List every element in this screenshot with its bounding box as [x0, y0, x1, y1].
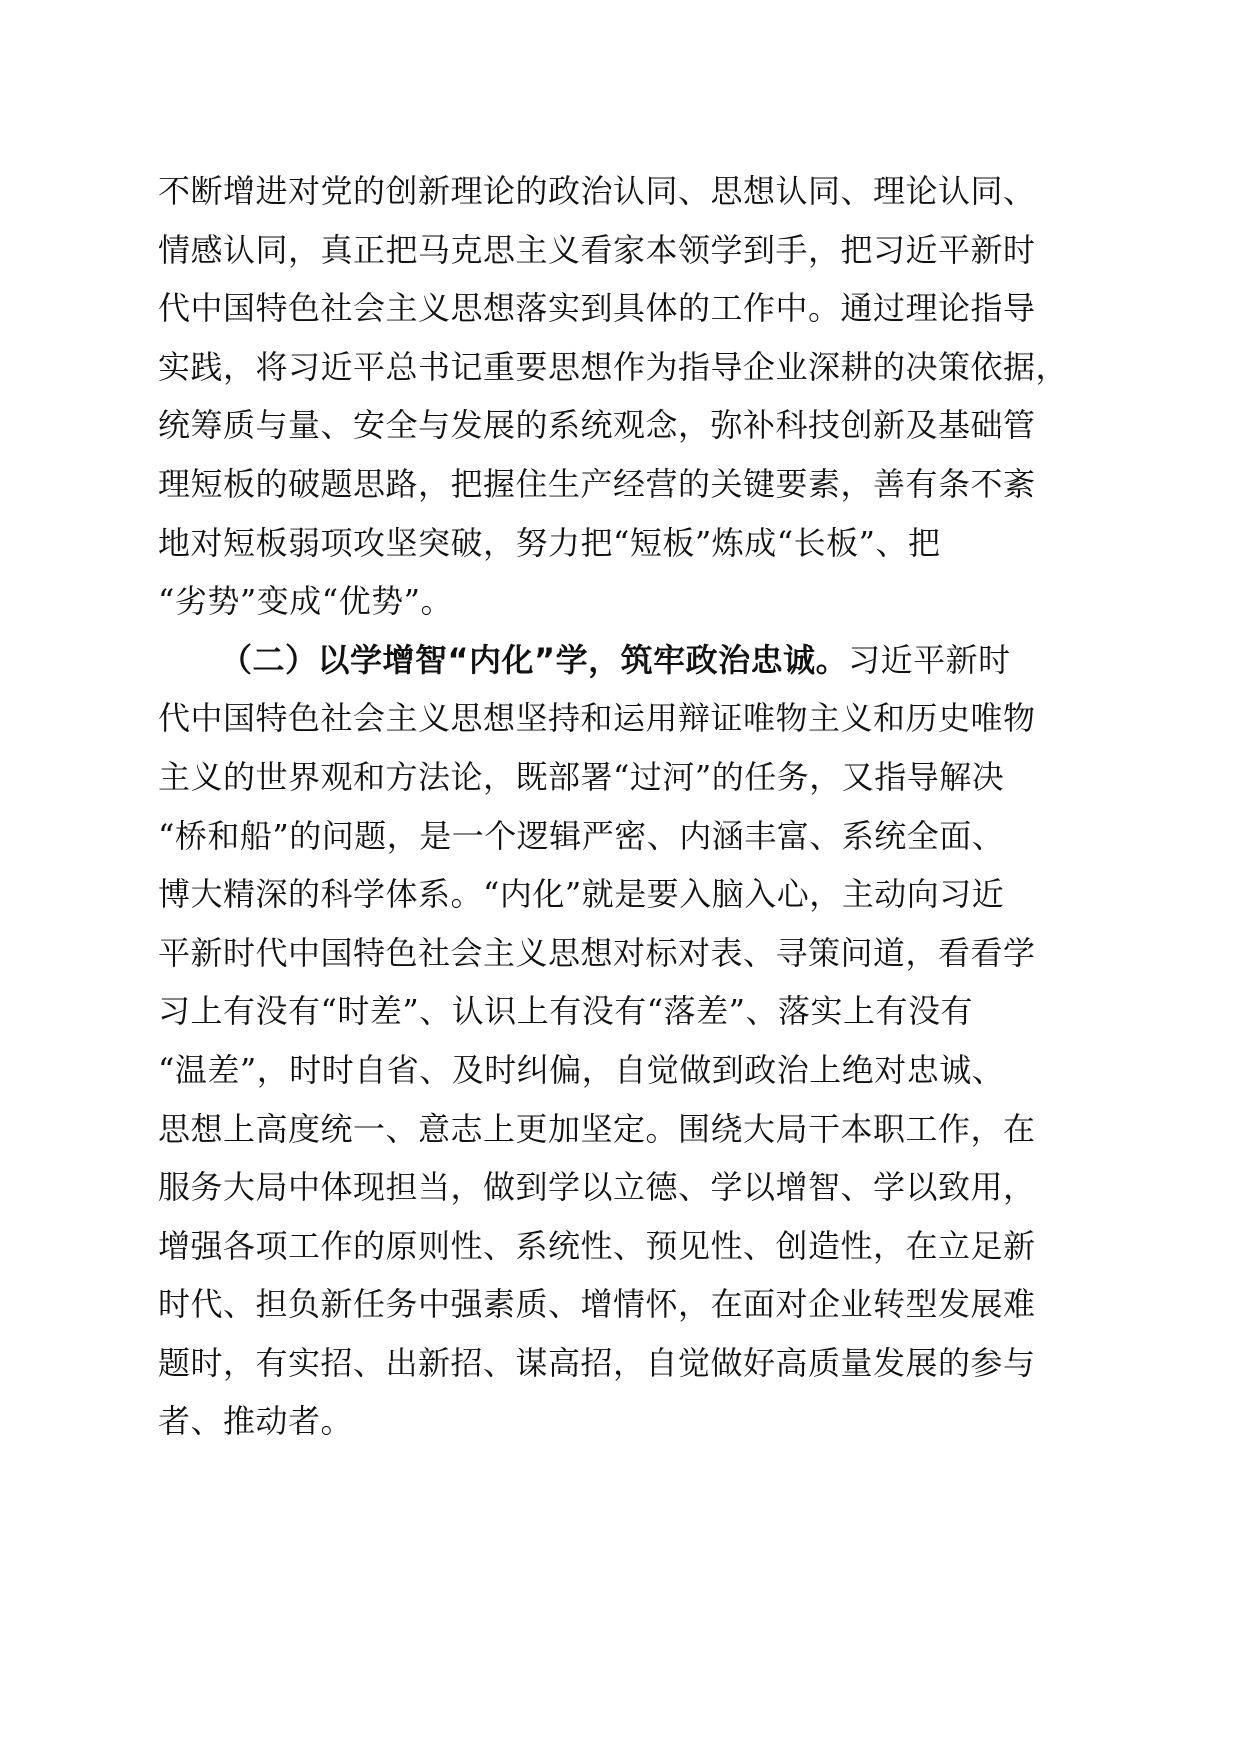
text-line: “劣势”变成“优势”。 — [158, 582, 453, 621]
text-line: 不断增进对党的创新理论的政治认同、思想认同、理论认同、 — [158, 172, 1036, 210]
section-first-line-text: 习近平新时 — [848, 640, 1011, 679]
text-line: 服务大局中体现担当，做到学以立德、学以增智、学以致用， — [158, 1168, 1036, 1207]
section-heading-line — [158, 631, 1058, 690]
text-line: 增强各项工作的原则性、系统性、预见性、创造性，在立足新 — [158, 1226, 1036, 1265]
body-text — [158, 162, 1069, 1451]
text-line: 时代、担负新任务中强素质、增情怀，在面对企业转型发展难 — [158, 1285, 1036, 1324]
text-line: 习上有没有“时差”、认识上有没有“落差”、落实上有没有 — [158, 992, 973, 1031]
text-line: 平新时代中国特色社会主义思想对标对表、寻策问道，看看学 — [158, 933, 1036, 972]
text-line: 者、推动者。 — [158, 1402, 354, 1441]
text-line: “桥和船”的问题，是一个逻辑严密、内涵丰富、系统全面、 — [158, 816, 1005, 855]
text-line: 代中国特色社会主义思想落实到具体的工作中。通过理论指导 — [158, 289, 1036, 328]
text-line: 思想上高度统一、意志上更加坚定。围绕大局干本职工作，在 — [158, 1109, 1036, 1148]
text-line: 理短板的破题思路，把握住生产经营的关键要素，善有条不紊 — [158, 464, 1036, 503]
text-line: 实践，将习近平总书记重要思想作为指导企业深耕的决策依据， — [158, 347, 1069, 386]
section-heading: （二）以学增智“内化”学，筑牢政治忠诚。 — [220, 640, 849, 679]
text-line: 地对短板弱项攻坚突破，努力把“短板”炼成“长板”、把 — [158, 523, 941, 562]
text-line: 主义的世界观和方法论，既部署“过河”的任务，又指导解决 — [158, 757, 1005, 796]
text-line: 情感认同，真正把马克思主义看家本领学到手，把习近平新时 — [158, 230, 1036, 269]
text-line: 统筹质与量、安全与发展的系统观念，弥补科技创新及基础管 — [158, 406, 1036, 445]
text-line: 代中国特色社会主义思想坚持和运用辩证唯物主义和历史唯物 — [158, 699, 1036, 738]
text-line: 题时，有实招、出新招、谋高招，自觉做好高质量发展的参与 — [158, 1343, 1036, 1382]
text-line: “温差”，时时自省、及时纠偏，自觉做到政治上绝对忠诚、 — [158, 1050, 1005, 1089]
text-line: 博大精深的科学体系。“内化”就是要入脑入心，主动向习近 — [158, 875, 1005, 914]
